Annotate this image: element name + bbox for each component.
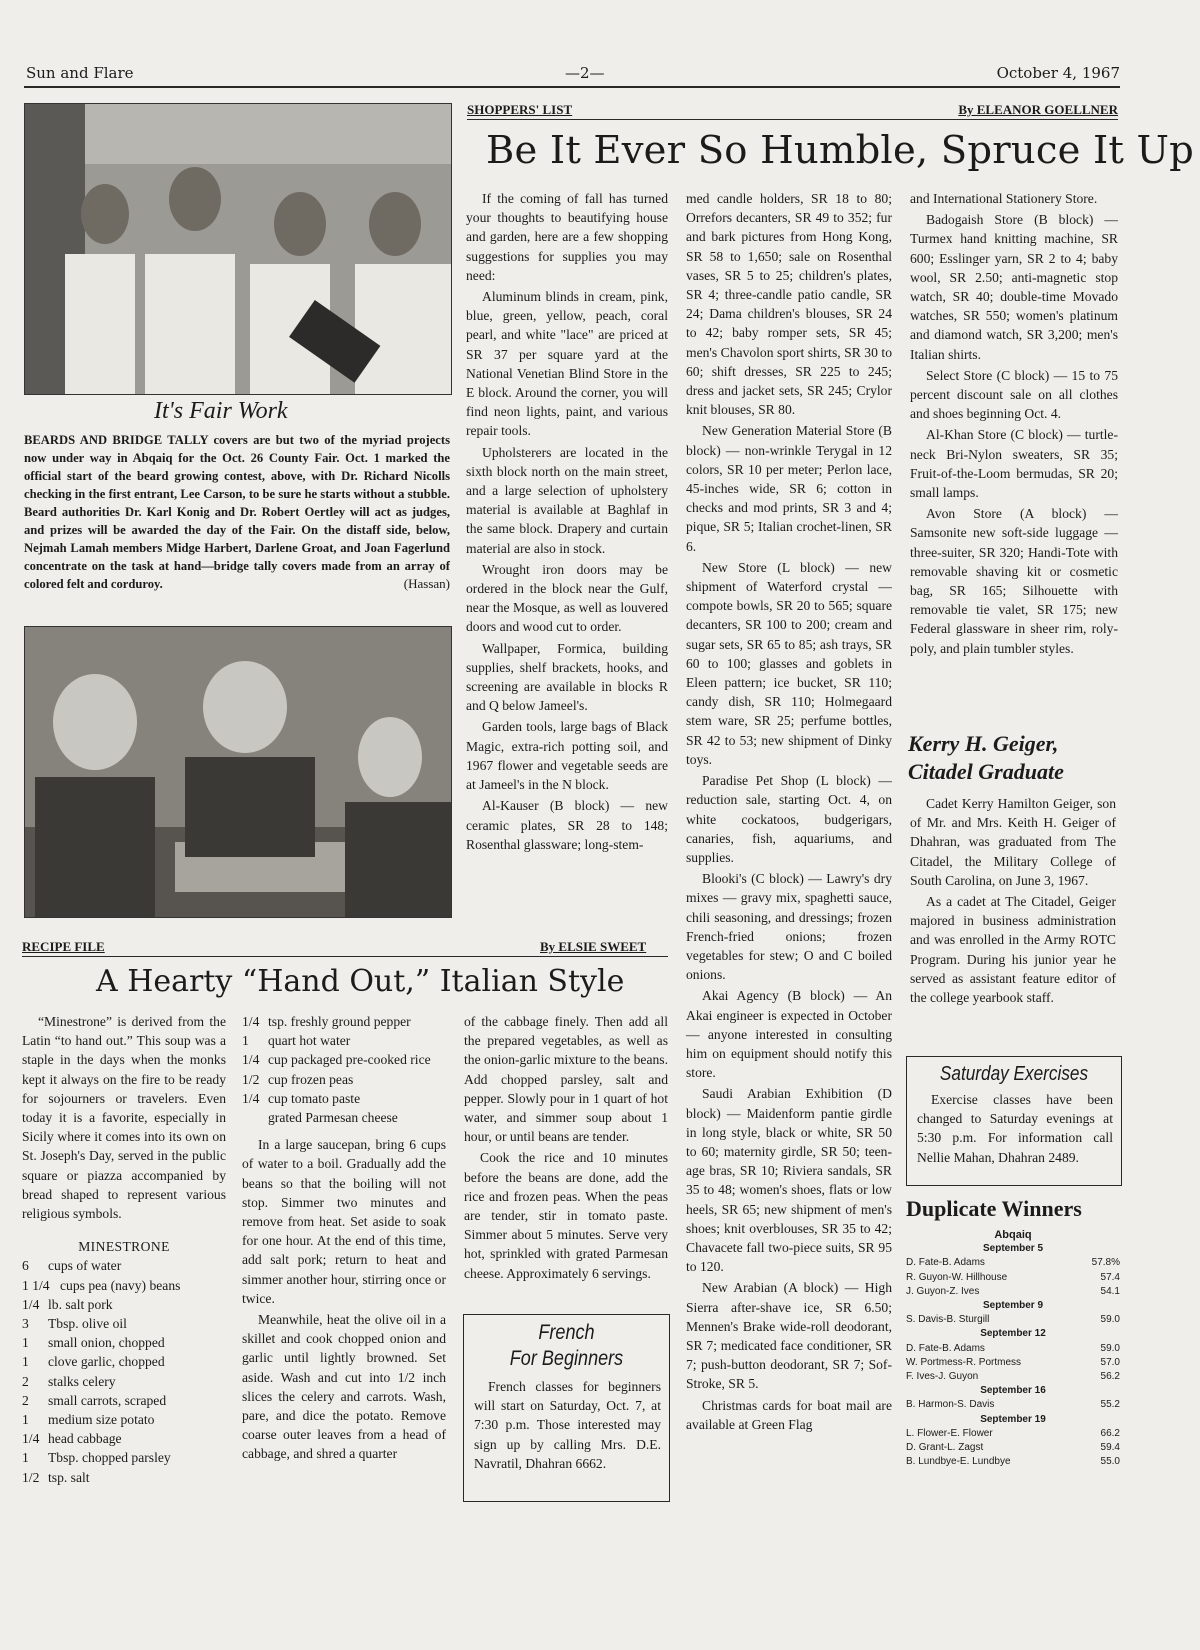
saturday-text: Exercise classes have been changed to Saturday evenings at 5:30 p.m. For information call Nellie Mahan, Dhahran 2489. — [917, 1092, 1113, 1165]
ingredient-line — [22, 1333, 226, 1352]
winners-row — [906, 1342, 1120, 1356]
geiger-para: Cadet Kerry Hamilton Geiger, son of Mr. and Mrs. Keith H. Geiger of Dhahran, was graduated from The Citadel, the Military College of South Carolina, on June 3, 1967. — [910, 796, 1116, 888]
winners-pair: D. Grant-L. Zagst — [906, 1442, 984, 1454]
page-number: —2— — [565, 64, 605, 82]
french-title-2: For Beginners — [509, 1347, 624, 1370]
winners-score: 66.2 — [1100, 1427, 1120, 1439]
ingredient-text: cups pea (navy) beans — [60, 1277, 181, 1293]
ingredient-qty: 6 — [22, 1258, 29, 1274]
winners-row — [906, 1285, 1120, 1299]
ingredient-line — [242, 1070, 446, 1089]
ingredient-line — [22, 1391, 226, 1410]
recipe-intro: “Minestrone” is derived from the Latin “to hand out.” This soup was a staple in the days when the monks kept it always on the fire to be ready for sojourners or travelers. Even today it is a favorite, especially in Sicily where it comes into its own on St. Joseph's Day, served in the public square or piazza accompanied by bread shaped to represent various religious symbols. — [22, 1014, 226, 1222]
recipe-method: Cook the rice and 10 minutes before the beans are done, add the rice and frozen peas. When the peas are tender, stir in tomato paste. Simmer about 5 minutes. Serve very hot, sprinkled with grated Parmesan cheese. Approximately 6 servings. — [464, 1150, 668, 1281]
shoppers-para: Al-Khan Store (C block) — turtle-neck Bri-Nylon sweaters, SR 35; Fruit-of-the-Loom bermudas, SR 20; small lamps. — [910, 427, 1118, 501]
winners-score: 55.0 — [1100, 1456, 1120, 1468]
shoppers-para: Garden tools, large bags of Black Magic, extra-rich potting soil, and 1967 flower and vegetable seeds are at Jameel's in the N block. — [466, 719, 668, 793]
saturday-exercises-box — [906, 1056, 1122, 1186]
shoppers-para: New Store (L block) — new shipment of Waterford crystal —compote bowls, SR 20 to 565; square decanters, SR 100 to 200; cream and sugar sets, SR 65 to 85; ash trays, SR 60 to 100; glasses and goblets in Eleen pattern; ice bucket, SR 110; candy dish, SR 110; Holmegaard stem ware, SR 25; perfume bottles, SR 42 to 53; new shipment of Dinky toys. — [686, 559, 892, 767]
winners-pair: W. Portmess-R. Portmess — [906, 1356, 1022, 1368]
geiger-headline — [908, 730, 1064, 786]
shoppers-para: Upholsterers are located in the sixth block north on the main street, and a large selection of upholstery material is available at Baghlaf in the same block. Drapery and curtain material are also in stock. — [466, 444, 668, 556]
shoppers-col-2 — [686, 189, 892, 1436]
ingredient-line — [242, 1012, 446, 1031]
winners-row — [906, 1271, 1120, 1285]
geiger-body — [910, 794, 1116, 1009]
shoppers-para: Christmas cards for boat mail are available at Green Flag — [686, 1397, 892, 1432]
winners-pair: L. Flower-E. Flower — [906, 1427, 993, 1439]
fair-caption — [24, 431, 450, 593]
ingredient-qty: 1/4 — [242, 1090, 260, 1106]
winners-pair: S. Davis-B. Sturgill — [906, 1314, 990, 1326]
ingredient-text: cup packaged pre-cooked rice — [268, 1052, 431, 1068]
ingredient-text: cup tomato paste — [268, 1090, 361, 1106]
ingredient-qty: 1 — [22, 1450, 29, 1466]
ingredient-text: cup frozen peas — [268, 1071, 354, 1087]
recipe-col-1 — [22, 1012, 226, 1487]
recipe-method: of the cabbage finely. Then add all the prepared vegetables, as well as the onion-garlic mixture to the beans. Add chopped parsley, salt and pepper. Slowly pour in 1 quart of hot water, and simmer soup about 1 hour, or until beans are tender. — [464, 1014, 668, 1145]
winners-row — [906, 1441, 1120, 1455]
winners-row — [906, 1356, 1120, 1370]
ingredient-line — [22, 1410, 226, 1429]
photo-credit: (Hassan) — [403, 576, 450, 591]
winners-title: Duplicate Winners — [906, 1196, 1082, 1221]
shoppers-section-label: SHOPPERS' LIST — [467, 102, 573, 117]
ingredient-line — [242, 1089, 446, 1108]
winners-date: September 5 — [982, 1243, 1044, 1255]
recipe-byline: By ELSIE SWEET — [540, 939, 647, 954]
ingredient-qty: 1 — [22, 1354, 29, 1370]
ingredient-line — [22, 1276, 226, 1295]
shoppers-para: Saudi Arabian Exhibition (D block) — Maidenform pantie girdle in long style, black or white, SR 50 to 60; maternity girdle, SR 50; teen-age bras, SR 10; Riviera sandals, SR 35 to 48; women's shoes, flats or low heels, SR 65; new shipment of men's shoes; knit overblouses, SR 35 to 42; Chavacete fall two-piece suits, SR 95 to 120. — [686, 1086, 892, 1275]
ingredient-line — [242, 1050, 446, 1069]
ingredient-line — [22, 1256, 226, 1275]
recipe-col-3 — [464, 1012, 668, 1285]
ingredient-line — [22, 1352, 226, 1371]
winners-date: September 12 — [980, 1328, 1046, 1340]
winners-place: Abqaiq — [994, 1229, 1032, 1241]
geiger-headline-line2: Citadel Graduate — [908, 759, 1064, 784]
ingredient-qty: 2 — [22, 1392, 29, 1408]
winners-pair: D. Fate-B. Adams — [906, 1257, 985, 1269]
ingredient-qty: 1 1/4 — [22, 1277, 50, 1293]
shoppers-para: and International Stationery Store. — [910, 191, 1098, 206]
ingredient-qty: 1/4 — [242, 1052, 260, 1068]
french-text: French classes for beginners will start on Saturday, Oct. 7, at 7:30 p.m. Those interested may sign up by calling Mrs. D.E. Navratil, Dhahran 6662. — [474, 1379, 661, 1471]
recipe-rule — [22, 956, 668, 957]
ingredient-text: head cabbage — [48, 1431, 122, 1447]
ingredient-text: clove garlic, chopped — [48, 1354, 165, 1370]
recipe-section-label: RECIPE FILE — [22, 939, 105, 954]
shoppers-para: Paradise Pet Shop (L block) — reduction sale, starting Oct. 4, on white cockatoos, budgerigars, canaries, fish, aquariums, and supplies. — [686, 773, 892, 865]
ingredients-list-2 — [242, 1012, 446, 1127]
winners-score: 57.4 — [1100, 1271, 1120, 1283]
winners-score: 59.0 — [1100, 1314, 1120, 1326]
ingredient-text: tsp. salt — [48, 1469, 90, 1485]
masthead-rule — [24, 86, 1120, 88]
ingredients-list-1 — [22, 1256, 226, 1486]
winners-row — [906, 1427, 1120, 1441]
french-title-1: French — [538, 1321, 595, 1344]
recipe-method: In a large saucepan, bring 6 cups of water to a boil. Gradually add the beans so that the boiling will not stop. Simmer two minutes and remove from heat. Set aside to soak for one hour. At the end of this time, add salt pork; return to heat and simmer another hour, stirring once or twice. — [242, 1137, 446, 1306]
shoppers-col-3 — [910, 189, 1118, 660]
winners-pair: B. Lundbye-E. Lundbye — [906, 1456, 1011, 1468]
ingredient-line — [22, 1314, 226, 1333]
ingredient-line — [22, 1372, 226, 1391]
shoppers-para: New Generation Material Store (B block) — non-wrinkle Terygal in 12 colors, SR 10 per meter; Perlon lace, 45-inches wide, SR 6; cotton in checks and mod prints, SR 3 and 4; pique, SR 5; Italian crochet-linen, SR 6. — [686, 423, 892, 554]
winners-pair: D. Fate-B. Adams — [906, 1342, 985, 1354]
photo-bridge-tally — [24, 626, 452, 918]
winners-pair: R. Guyon-W. Hillhouse — [906, 1271, 1008, 1283]
winners-score: 59.0 — [1100, 1342, 1120, 1354]
winners-score: 57.8% — [1091, 1257, 1120, 1269]
winners-score: 59.4 — [1100, 1442, 1120, 1454]
ingredient-text: medium size potato — [48, 1412, 155, 1428]
winners-pair: J. Guyon-Z. Ives — [906, 1285, 980, 1297]
ingredient-text: small carrots, scraped — [48, 1392, 167, 1408]
shoppers-para: Aluminum blinds in cream, pink, blue, green, yellow, peach, coral pearl, and white "lace" are priced at SR 37 per square yard at the National Venetian Blind Store in the E block. Around the corner, you will find neon lights, paint, and various repair tools. — [466, 289, 668, 439]
ingredient-text: grated Parmesan cheese — [268, 1110, 398, 1126]
ingredient-text: quart hot water — [268, 1033, 351, 1049]
paper-name: Sun and Flare — [26, 64, 134, 82]
shoppers-para: Badogaish Store (B block) — Turmex hand knitting machine, SR 600; Esslinger yarn, SR 2 to 4; baby wool, SR 2.50; anti-magnetic stop watch, SR 40; double-time Movado watches, SR 550; women's platinum and diamond watch, SR 3,200; men's Italian shirts. — [910, 212, 1118, 362]
ingredient-qty: 1/4 — [22, 1296, 40, 1312]
ingredient-text: Tbsp. chopped parsley — [48, 1450, 171, 1466]
winners-score: 55.2 — [1100, 1399, 1120, 1411]
winners-date: September 9 — [982, 1300, 1044, 1312]
ingredient-text: stalks celery — [48, 1373, 116, 1389]
ingredient-text: lb. salt pork — [48, 1296, 113, 1312]
shoppers-para: med candle holders, SR 18 to 80; Orrefors decanters, SR 49 to 352; fur and bark pictures from Hong Kong, SR 58 to 1,650; sale on Rosenthal vases, SR 5 to 25; children's plates, SR 4; three-candle patio candle, SR 24; Dama children's blouses, SR 24 to 42; baby romper sets, SR 45; men's Chavolon sport shirts, SR 30 to 60; shift dresses, SR 225 to 245; dress and jacket sets, SR 245; Crylor knit blouses, SR 80. — [686, 191, 892, 418]
ingredient-line — [22, 1468, 226, 1487]
winners-score: 57.0 — [1100, 1356, 1120, 1368]
ingredient-text: cups of water — [48, 1258, 122, 1274]
shoppers-byline: By ELEANOR GOELLNER — [958, 102, 1118, 117]
ingredient-text: small onion, chopped — [48, 1335, 165, 1351]
fair-title: It's Fair Work — [154, 398, 288, 424]
shoppers-para: Wrought iron doors may be ordered in the block near the Gulf, near the Mosque, as well as louvered doors and wood cut to order. — [466, 561, 668, 635]
photo-beard-contest — [24, 103, 452, 395]
winners-date: September 16 — [980, 1385, 1046, 1397]
shoppers-para: Akai Agency (B block) — An Akai engineer is expected in October — anyone interested in consulting him on equipment should notify this store. — [686, 988, 892, 1081]
ingredient-qty: 2 — [22, 1373, 29, 1389]
saturday-title: Saturday Exercises — [939, 1063, 1089, 1085]
shoppers-para: New Arabian (A block) — High Sierra after-shave ice, SR 6.50; Mennen's Brake wide-roll deodorant, SR 7; medicated face conditioner, SR 7; push-button deodorant, SR 7; Sof-Stroke, SR 5. — [686, 1280, 892, 1392]
ingredient-line — [242, 1108, 446, 1127]
ingredient-qty: 1/2 — [242, 1071, 260, 1087]
winners-table — [906, 1228, 1120, 1469]
winners-row — [906, 1313, 1120, 1327]
shoppers-para: If the coming of fall has turned your thoughts to beautifying house and garden, here are a few shopping suggestions for supplies you may need: — [466, 191, 668, 283]
ingredient-qty: 1 — [22, 1335, 29, 1351]
ingredient-qty: 1/4 — [242, 1014, 260, 1029]
shoppers-col-1 — [466, 189, 668, 856]
shoppers-para: Select Store (C block) — 15 to 75 percent discount sale on all clothes and shoes beginning Oct. 4. — [910, 367, 1118, 422]
shoppers-para: Al-Kauser (B block) — new ceramic plates, SR 28 to 148; Rosenthal glassware; long-stem- — [466, 798, 668, 852]
geiger-para: As a cadet at The Citadel, Geiger majored in business administration and was enrolled in the Army ROTC Program. During his junior year he served as assistant feature editor of the college yearbook staff. — [910, 894, 1116, 1006]
ingredients-title: MINESTRONE — [78, 1239, 170, 1255]
shoppers-para: Wallpaper, Formica, building supplies, shelf brackets, hooks, and screening are available in blocks R and Q below Jameel's. — [466, 640, 668, 714]
shoppers-para: Blooki's (C block) — Lawry's dry mixes — gravy mix, spaghetti sauce, chili seasoning, and dressings; frozen French-fried onions; frozen vegetables for stew; O and C boiled onions. — [686, 871, 892, 983]
shoppers-para: Avon Store (A block) — Samsonite new soft-side luggage — three-suiter, SR 320; Handi-Tote with removable shaving kit or cosmetic bag, SR 165; Silhouette with removable tie valet, SR 175; new Federal glassware in sheer rim, roly-poly, and plain tumbler styles. — [910, 506, 1118, 656]
ingredient-qty: 1 — [22, 1412, 29, 1428]
recipe-col-2 — [242, 1012, 446, 1466]
winners-row — [906, 1256, 1120, 1270]
ingredient-qty: 3 — [22, 1316, 29, 1332]
geiger-headline-line1: Kerry H. Geiger, — [908, 731, 1059, 756]
winners-pair: B. Harmon-S. Davis — [906, 1399, 995, 1411]
winners-row — [906, 1455, 1120, 1469]
ingredient-line — [22, 1295, 226, 1314]
shoppers-rule — [467, 119, 1118, 120]
french-box — [463, 1314, 670, 1502]
ingredient-qty: 1/4 — [22, 1431, 40, 1447]
ingredient-text: tsp. freshly ground pepper — [268, 1014, 411, 1029]
ingredient-qty — [242, 1108, 268, 1127]
recipe-headline: A Hearty “Hand Out,” Italian Style — [96, 964, 625, 999]
ingredient-qty: 1/2 — [22, 1469, 40, 1485]
ingredient-line — [22, 1448, 226, 1467]
issue-date: October 4, 1967 — [996, 64, 1120, 82]
winners-score: 54.1 — [1100, 1285, 1120, 1297]
ingredient-text: Tbsp. olive oil — [48, 1316, 127, 1332]
winners-date: September 19 — [980, 1413, 1046, 1425]
winners-row — [906, 1370, 1120, 1384]
recipe-method: Meanwhile, heat the olive oil in a skillet and cook chopped onion and garlic until lightly browned. Set aside. Wash and cut into 1/2 inch slices the celery and carrots. Wash, pare, and dice the potato. Remove coarse outer leaves from a head of cabbage, and shred a quarter — [242, 1312, 446, 1462]
winners-pair: F. Ives-J. Guyon — [906, 1371, 979, 1383]
winners-row — [906, 1398, 1120, 1412]
ingredient-qty: 1 — [242, 1033, 249, 1049]
ingredient-line — [242, 1031, 446, 1050]
winners-score: 56.2 — [1100, 1371, 1120, 1383]
fair-caption-text: BEARDS AND BRIDGE TALLY covers are but two of the myriad projects now under way in Abqaiq for the Oct. 26 County Fair. Oct. 1 marked the official start of the beard growing contest, above, with Dr. Richard Nicolls checking in the first entrant, Lee Carson, to be sure he starts without a stubble. Beard authorities Dr. Karl Konig and Dr. Robert Oertley will act as judges, and prizes will be awarded the day of the Fair. On the distaff side, below, Nejmah Lamah members Midge Harbert, Darlene Groat, and Joan Fagerlund concentrate on the task at hand—bridge tally covers made from an array of colored felt and corduroy. — [24, 433, 450, 591]
shoppers-headline: Be It Ever So Humble, Spruce It Up — [486, 128, 1195, 173]
ingredient-line — [22, 1429, 226, 1448]
